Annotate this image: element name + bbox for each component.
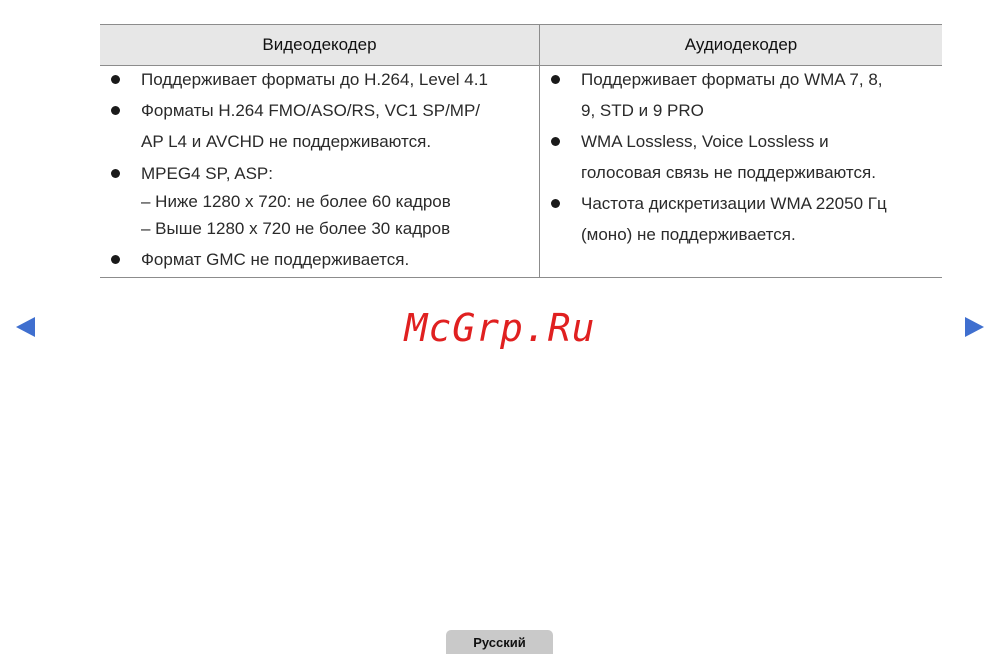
video-item-4-line-1: Формат GMC не поддерживается. <box>141 250 410 269</box>
bullet-icon <box>111 75 120 84</box>
audio-item-3-line-2: (моно) не поддерживается. <box>581 225 796 244</box>
video-item-3-line-1: MPEG4 SP, ASP: <box>141 164 273 183</box>
video-item-3-sub-1: – Ниже 1280 x 720: не более 60 кадров <box>141 192 451 211</box>
video-decoder-header: Видеодекодер <box>100 25 540 65</box>
decoder-table <box>100 24 942 278</box>
table-body-row <box>100 66 942 277</box>
watermark-logo: McGrp.Ru <box>404 306 596 350</box>
bullet-icon <box>111 106 120 115</box>
video-item-2-line-2: AP L4 и AVCHD не поддерживаются. <box>141 132 432 151</box>
audio-item-1-line-1: Поддерживает форматы до WMA 7, 8, <box>581 70 883 89</box>
audio-item-3-line-1: Частота дискретизации WMA 22050 Гц <box>581 194 887 213</box>
video-item-3-sub-2: – Выше 1280 x 720 не более 30 кадров <box>141 219 451 238</box>
audio-item-2-line-1: WMA Lossless, Voice Lossless и <box>581 132 829 151</box>
audio-decoder-header: Аудиодекодер <box>684 35 798 54</box>
language-badge: Русский <box>446 630 553 654</box>
audio-item-1-line-2: 9, STD и 9 PRO <box>581 101 704 120</box>
video-item-2-line-1: Форматы H.264 FMO/ASO/RS, VC1 SP/MP/ <box>141 101 481 120</box>
bullet-icon <box>111 255 120 264</box>
video-item-1-line-1: Поддерживает форматы до H.264, Level 4.1 <box>141 70 488 89</box>
audio-item-2-line-2: голосовая связь не поддерживаются. <box>581 163 876 182</box>
audio-decoder-cell <box>540 66 942 277</box>
bullet-icon <box>551 75 560 84</box>
table-header-row <box>100 25 942 66</box>
bullet-icon <box>551 137 560 146</box>
video-decoder-cell <box>100 66 540 277</box>
bullet-icon <box>111 169 120 178</box>
bullet-icon <box>551 199 560 208</box>
